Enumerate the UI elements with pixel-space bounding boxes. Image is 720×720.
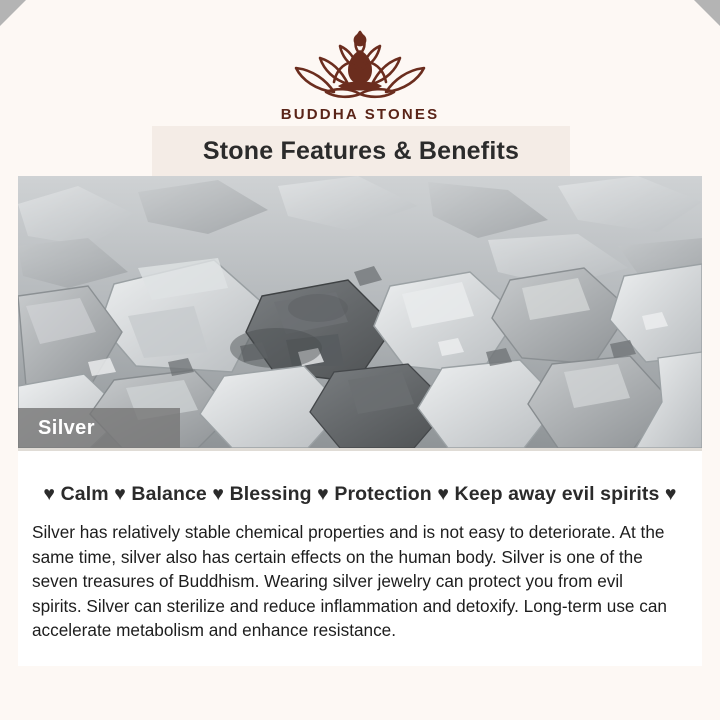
section-title-band [152, 126, 570, 176]
frame-edge-left [0, 176, 18, 720]
stone-description: Silver has relatively stable chemical properties and is not easy to deteriorate. At the same time, silver also has certain effects on the human body. Silver is one of the seven treasures of Buddhism. Wearing silver jewelry can protect you from evil spirits. Silver can sterilize and reduce inflammation and detoxify. Long-term use can accelerate metabolism and enhance resistance. [32, 522, 667, 641]
frame-edge-right [702, 176, 720, 720]
page-title: Stone Features & Benefits [202, 136, 520, 165]
hero-image [18, 176, 702, 448]
brand-block [0, 24, 720, 123]
benefits-panel [18, 448, 702, 669]
stone-name-overlay [18, 408, 180, 448]
corner-accent-top-left [0, 0, 26, 26]
frame-edge-bottom [0, 666, 720, 720]
benefit-keywords: ♥ Calm ♥ Balance ♥ Blessing ♥ Protection ♥ Keep away evil spirits ♥ [43, 483, 677, 505]
lotus-meditation-figure-icon [280, 24, 440, 102]
corner-accent-top-right [694, 0, 720, 26]
stone-name-text: Silver [38, 416, 95, 439]
brand-name: BUDDHA STONES [280, 106, 440, 123]
